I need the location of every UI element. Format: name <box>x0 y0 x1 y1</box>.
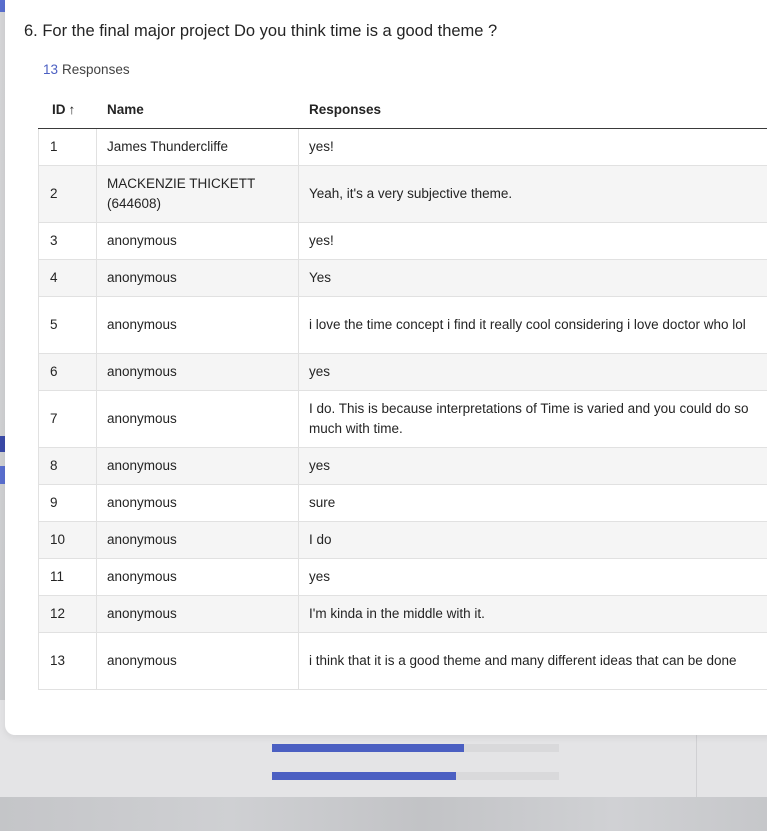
responses-dialog <box>5 0 767 735</box>
cell-id: 7 <box>39 391 97 447</box>
cell-response: yes <box>309 458 331 473</box>
cell-name: anonymous <box>97 596 299 632</box>
response-count <box>43 62 130 77</box>
background-progress-fill <box>272 772 456 780</box>
cell-name: MACKENZIE THICKETT (644608) <box>97 166 299 222</box>
table-row <box>38 596 767 633</box>
cell-name: anonymous <box>97 297 299 353</box>
table-row <box>38 223 767 260</box>
table-body <box>38 129 767 690</box>
cell-name: anonymous <box>97 391 299 447</box>
cell-id: 6 <box>39 354 97 390</box>
cell-id: 11 <box>39 559 97 595</box>
cell-response: I'm kinda in the middle with it. <box>309 606 485 621</box>
background-floor <box>0 797 767 831</box>
table-row <box>38 297 767 354</box>
cell-name: anonymous <box>97 522 299 558</box>
table-row <box>38 166 767 223</box>
cell-id: 2 <box>39 166 97 222</box>
responses-table <box>38 92 767 690</box>
table-row <box>38 633 767 690</box>
cell-id: 4 <box>39 260 97 296</box>
table-row <box>38 485 767 522</box>
cell-name: anonymous <box>97 559 299 595</box>
cell-response: Yes <box>309 270 332 285</box>
table-row <box>38 260 767 297</box>
cell-response: i think that it is a good theme and many different ideas that can be done <box>309 653 737 668</box>
cell-id: 9 <box>39 485 97 521</box>
cell-name: anonymous <box>97 223 299 259</box>
table-row <box>38 522 767 559</box>
cell-id: 10 <box>39 522 97 558</box>
cell-response: yes! <box>309 139 334 154</box>
column-header-id[interactable]: ID ↑ <box>52 102 76 117</box>
cell-response: i love the time concept i find it really cool considering i love doctor who lol <box>309 317 746 332</box>
cell-name: anonymous <box>97 260 299 296</box>
cell-id: 5 <box>39 297 97 353</box>
cell-response: yes <box>309 569 331 584</box>
cell-id: 3 <box>39 223 97 259</box>
column-header-name[interactable]: Name <box>107 102 144 117</box>
table-row <box>38 448 767 485</box>
cell-response: I do. This is because interpretations of Time is varied and you could do so much with time. <box>309 401 749 436</box>
cell-id: 1 <box>39 129 97 165</box>
cell-id: 8 <box>39 448 97 484</box>
cell-name: anonymous <box>97 485 299 521</box>
cell-name: James Thundercliffe <box>97 129 299 165</box>
cell-response: sure <box>309 495 336 510</box>
table-row <box>38 559 767 596</box>
cell-response: yes <box>309 364 331 379</box>
cell-name: anonymous <box>97 354 299 390</box>
cell-id: 12 <box>39 596 97 632</box>
cell-response: Yeah, it's a very subjective theme. <box>309 186 513 201</box>
question-title: 6. For the final major project Do you think time is a good theme ? <box>24 22 498 40</box>
response-count-label: Responses <box>62 62 130 77</box>
response-count-number: 13 <box>43 62 59 77</box>
background-progress-fill <box>272 744 464 752</box>
table-row <box>38 129 767 166</box>
sort-ascending-icon: ↑ <box>68 102 76 117</box>
table-header <box>38 92 767 129</box>
cell-name: anonymous <box>97 448 299 484</box>
table-row <box>38 354 767 391</box>
table-row <box>38 391 767 448</box>
background-progress-bar <box>272 744 559 752</box>
column-header-responses[interactable]: Responses <box>309 102 382 117</box>
background-progress-bar <box>272 772 559 780</box>
cell-name: anonymous <box>97 633 299 689</box>
cell-response: I do <box>309 532 332 547</box>
cell-id: 13 <box>39 633 97 689</box>
cell-response: yes! <box>309 233 334 248</box>
